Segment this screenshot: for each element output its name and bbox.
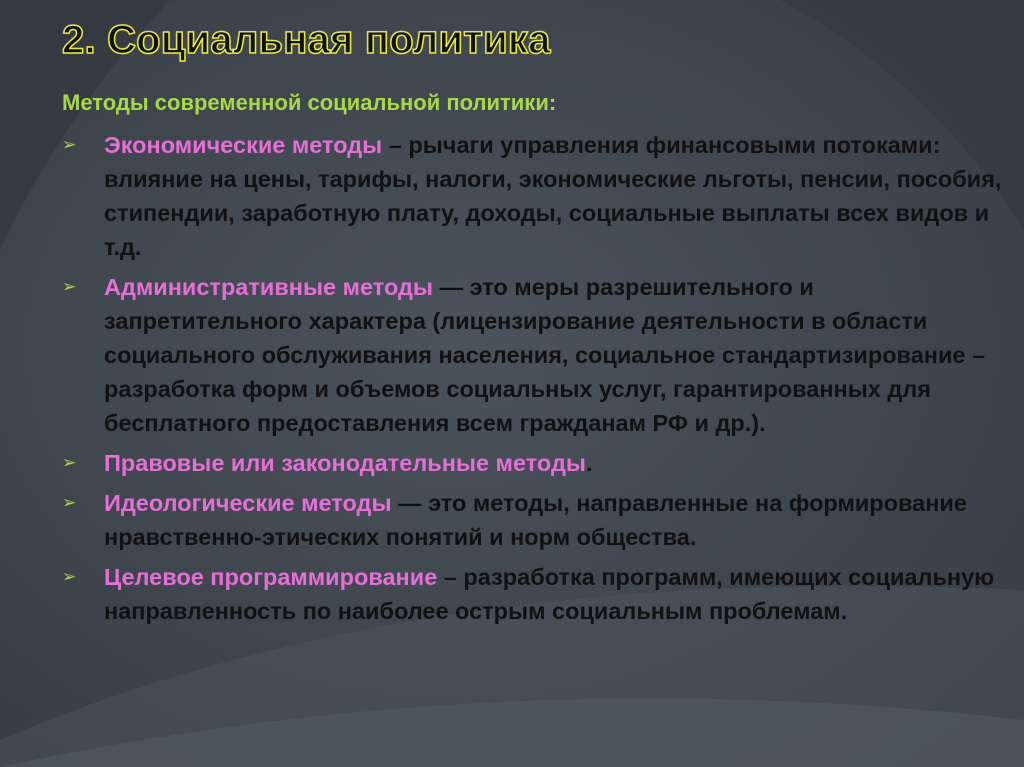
- method-term: Целевое программирование: [104, 564, 438, 590]
- method-term: Административные методы: [104, 274, 433, 300]
- method-administrative: [62, 270, 1007, 440]
- method-target-programming: [62, 560, 1007, 628]
- method-term: Экономические методы: [104, 132, 383, 158]
- method-description: – разработка программ, имеющих социальную направленность по наиболее острым социальным проблемам.: [104, 564, 995, 624]
- arrow-bullet-icon: ➢: [62, 135, 77, 154]
- method-economic: [62, 128, 1007, 264]
- slide-subtitle: Методы современной социальной политики:: [62, 90, 557, 115]
- arrow-bullet-icon: ➢: [62, 567, 77, 586]
- method-description: – рычаги управления финансовыми потоками: влияние на цены, тарифы, налоги, экономические льготы, пенсии, пособия, стипендии, заработную плату, доходы, социальные выплаты всех видов и т.д.: [104, 132, 1002, 260]
- method-description: — это методы, направленные на формирование нравственно-этических понятий и норм общества.: [104, 490, 967, 550]
- arrow-bullet-icon: ➢: [62, 453, 77, 472]
- method-term: Правовые или законодательные методы: [104, 450, 586, 476]
- method-description: .: [585, 450, 593, 476]
- slide-title: 2. Социальная политика: [62, 18, 551, 62]
- arrow-bullet-icon: ➢: [62, 277, 77, 296]
- method-term: Идеологические методы: [104, 490, 392, 516]
- method-legal: [62, 446, 1007, 480]
- methods-list: [62, 128, 1007, 634]
- method-description: — это меры разрешительного и запретительного характера (лицензирование деятельности в области социального обслуживания населения, социальное стандартизирование – разработка форм и объемов социальных услуг, гарантированных для бесплатного предоставления всем гражданам РФ и др.).: [104, 274, 986, 436]
- arrow-bullet-icon: ➢: [62, 493, 77, 512]
- method-ideological: [62, 486, 1007, 554]
